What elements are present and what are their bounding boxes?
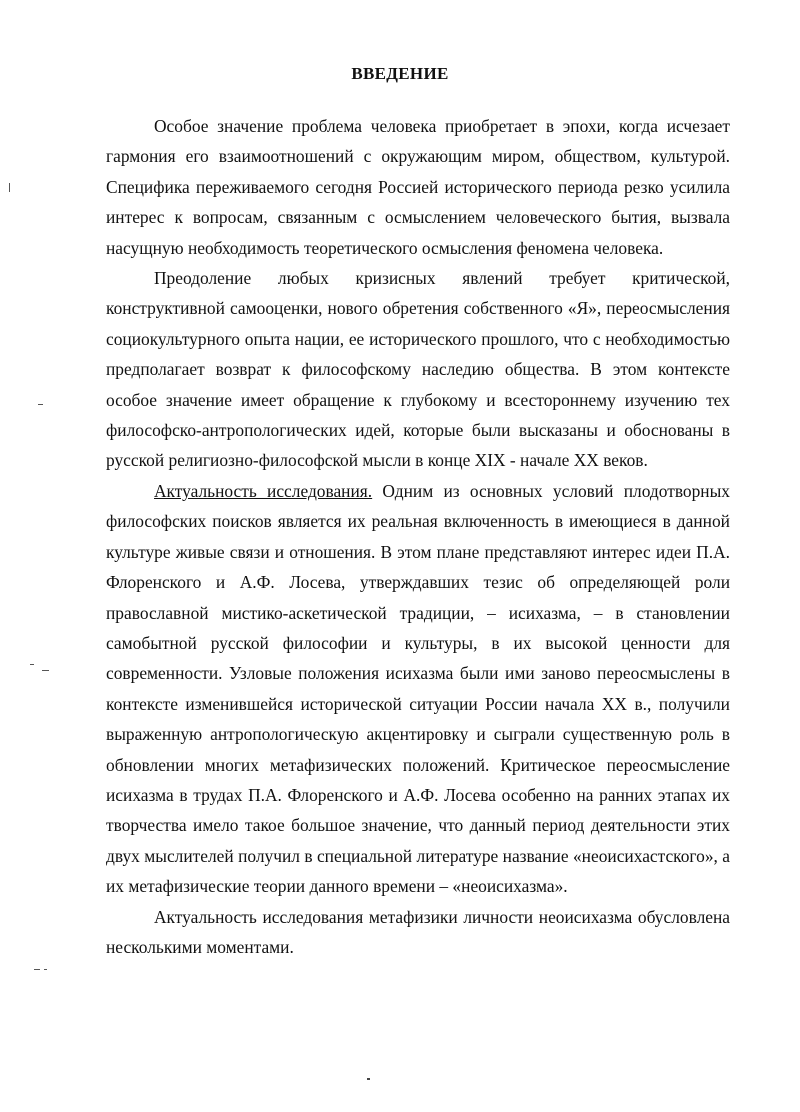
- scan-mark: [9, 183, 10, 192]
- scan-mark: [44, 969, 47, 970]
- page-mark: [367, 1078, 370, 1080]
- relevance-heading: Актуальность исследования.: [154, 480, 373, 501]
- paragraph-crisis: Преодоление любых кризисных явлений требует критической, конструктивной самооценки, нового обретения собственного «Я», переосмысления социокультурного опыта нации, ее исторического прошлого, что с необходимостью предполагает возврат к философскому наследию общества. В этом контексте особое значение имеет обращение к глубокому и всестороннему изучению тех философско-антропологических идей, которые были высказаны и обоснованы в русской религиозно-философской мысли в конце XIX - начале XX веков.: [106, 268, 730, 471]
- scan-mark: [30, 664, 34, 665]
- relevance-text: Одним из основных условий плодотворных философских поисков является их реальная включенность в имеющиеся в данной культуре живые связи и отношения. В этом плане представляют интерес идеи П.А. Флоренского и А.Ф. Лосева, утверждавших тезис об определяющей роли православной мистико-аскетической традиции, – исихазма, – в становлении самобытной русской философии и культуры, в их высокой ценности для современности. Узловые положения исихазма были ими заново переосмыслены в контексте изменившейся исторической ситуации России начала XX в., получили выраженную антропологическую акцентировку и сыграли существенную роль в обновлении многих метафизических положений. Критическое переосмысление исихазма в трудах П.А. Флоренского и А.Ф. Лосева особенно на ранних этапах их творчества имело такое большое значение, что данный период деятельности этих двух мыслителей получил в специальной литературе название «неоисихастского», а их метафизические теории данного времени – «неоисихазма».: [106, 480, 730, 897]
- paragraph-relevance: [106, 476, 730, 902]
- body-text: [106, 111, 730, 962]
- paragraph-intro: Особое значение проблема человека приобретает в эпохи, когда исчезает гармония его взаимоотношений с окружающим миром, обществом, культурой. Специфика переживаемого сегодня Россией исторического периода резко усилила интерес к вопросам, связанным с осмыслением человеческого бытия, вызвала насущную необходимость теоретического осмысления феномена человека.: [106, 116, 730, 258]
- scan-mark: [42, 670, 49, 671]
- page-title: ВВЕДЕНИЕ: [351, 64, 449, 83]
- scan-mark: [38, 404, 43, 405]
- paragraph-closing: Актуальность исследования метафизики личности неоисихазма обусловлена несколькими моментами.: [106, 906, 730, 957]
- scan-mark: [34, 969, 40, 970]
